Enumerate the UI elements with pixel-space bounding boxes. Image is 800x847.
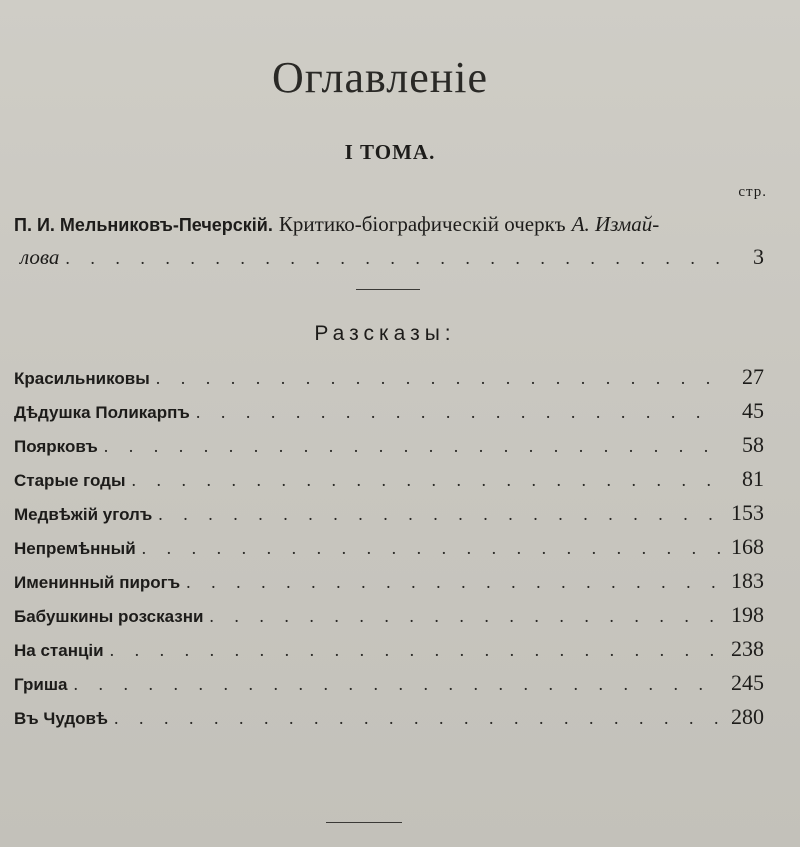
toc-entry <box>14 500 764 534</box>
toc-entry <box>14 534 764 568</box>
dot-leader <box>114 708 722 729</box>
bottom-divider-rule <box>326 822 402 823</box>
essay-description: Критико-біографическій очеркъ <box>278 212 566 236</box>
story-title: Старые годы <box>14 471 126 490</box>
story-page-number: 238 <box>731 636 764 661</box>
story-title: Медвѣжій уголъ <box>14 505 153 524</box>
dot-leader <box>158 504 722 525</box>
story-title: Красильниковы <box>14 369 150 388</box>
story-page-number: 27 <box>742 364 764 389</box>
story-page-number: 153 <box>731 500 764 525</box>
page-column-label: стр. <box>738 184 767 200</box>
toc-entry <box>14 364 764 398</box>
toc-entry <box>14 670 764 704</box>
story-page-number: 280 <box>731 704 764 729</box>
story-page-number: 168 <box>731 534 764 559</box>
story-page-number: 198 <box>731 602 764 627</box>
volume-heading: I ТОМА. <box>344 140 436 164</box>
essay-page-number: 3 <box>753 244 764 269</box>
essay-critic-part2: лова <box>20 245 60 269</box>
essay-entry-line1 <box>14 212 659 237</box>
dot-leader <box>196 402 722 423</box>
toc-entry <box>14 568 764 602</box>
story-page-number: 45 <box>742 398 764 423</box>
page-title: Оглавленіе <box>271 53 489 102</box>
dot-leader <box>65 248 722 269</box>
story-page-number: 183 <box>731 568 764 593</box>
story-title: Бабушкины розсказни <box>14 607 204 626</box>
toc-entry <box>14 636 764 670</box>
essay-entry-line2 <box>20 244 764 270</box>
toc-entry <box>14 466 764 500</box>
dot-leader <box>156 368 722 389</box>
essay-author: П. И. Мельниковъ-Печерскій. <box>14 215 273 235</box>
story-title: На станціи <box>14 641 104 660</box>
story-title: Гриша <box>14 675 68 694</box>
story-page-number: 245 <box>731 670 764 695</box>
dot-leader <box>73 674 722 695</box>
story-page-number: 81 <box>742 466 764 491</box>
story-title: Дѣдушка Поликарпъ <box>14 403 190 422</box>
section-heading: Разсказы: <box>314 322 456 345</box>
story-page-number: 58 <box>742 432 764 457</box>
toc-entry <box>14 432 764 466</box>
toc-entry <box>14 398 764 432</box>
story-title: Непремѣнный <box>14 539 136 558</box>
dot-leader <box>104 436 722 457</box>
story-title: Въ Чудовѣ <box>14 709 108 728</box>
dot-leader <box>186 572 722 593</box>
divider-rule <box>356 289 420 290</box>
story-title: Именинный пирогъ <box>14 573 181 592</box>
toc-entry <box>14 704 764 738</box>
story-title: Поярковъ <box>14 437 98 456</box>
dot-leader <box>209 606 722 627</box>
story-list <box>14 364 764 738</box>
dot-leader <box>142 538 722 559</box>
dot-leader <box>110 640 722 661</box>
toc-entry <box>14 602 764 636</box>
dot-leader <box>131 470 722 491</box>
essay-critic-part1: А. Измай- <box>571 212 660 236</box>
